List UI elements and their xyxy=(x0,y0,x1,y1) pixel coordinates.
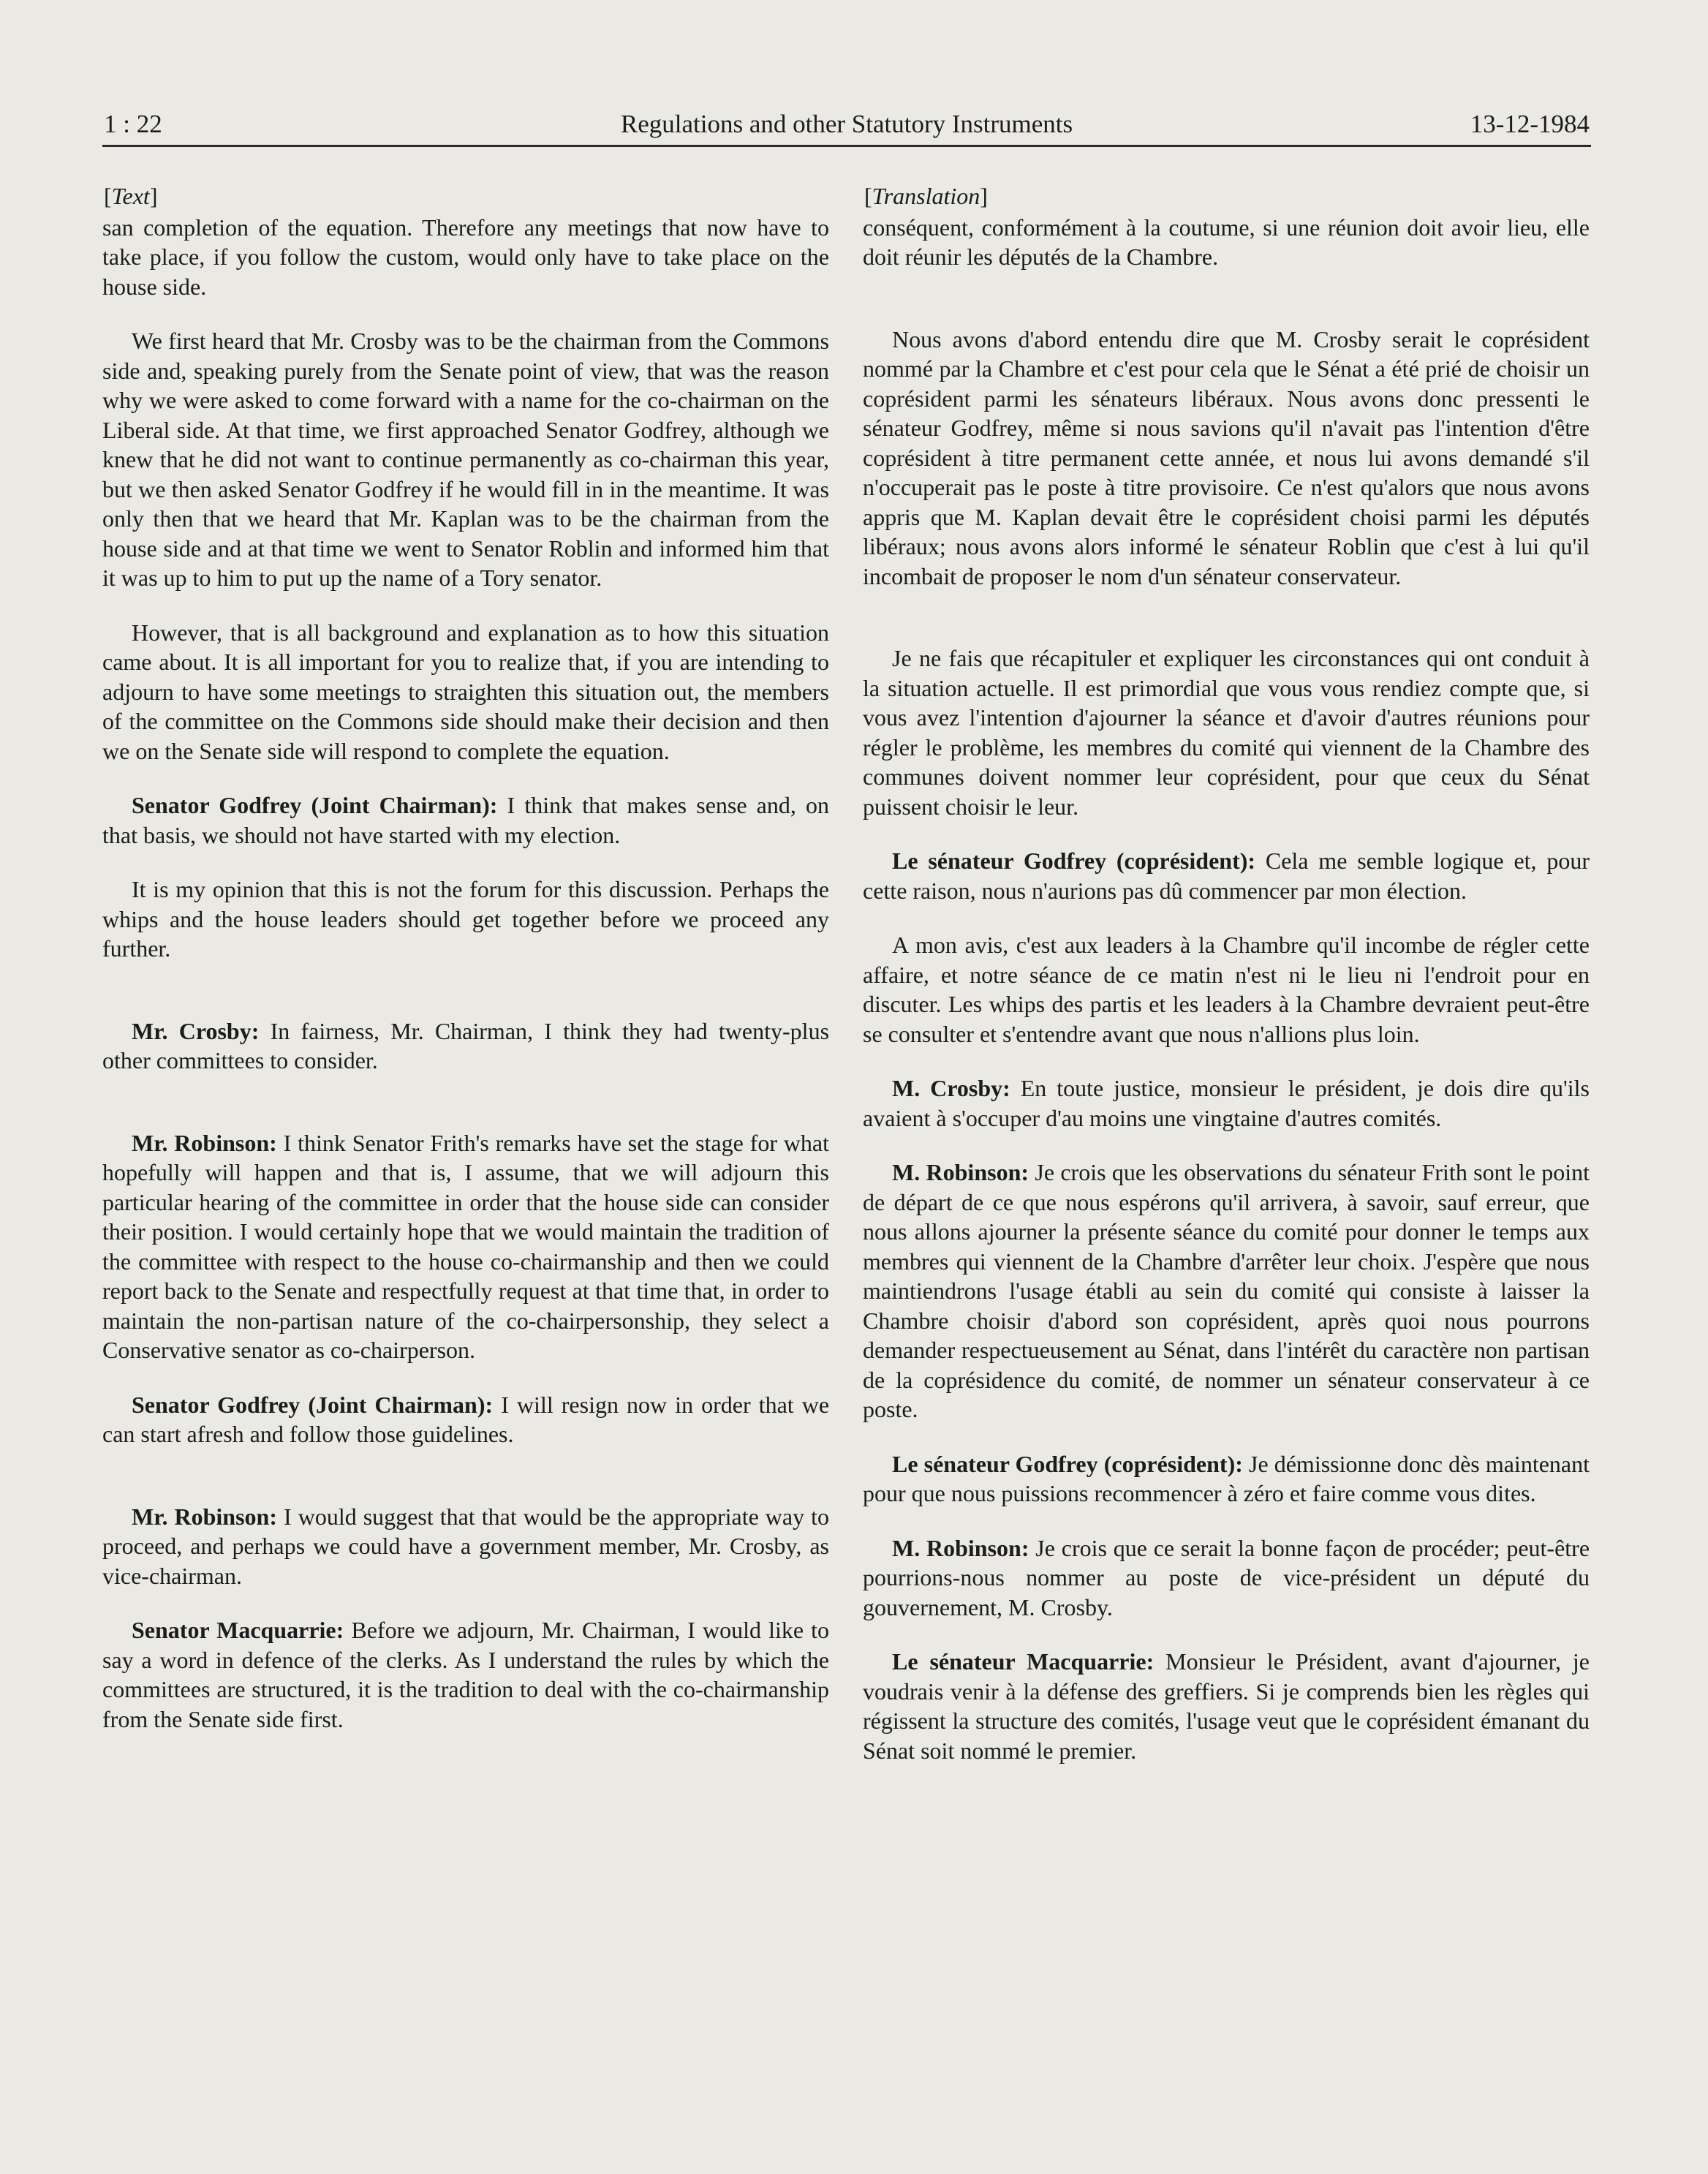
speaker-name: Mr. Crosby: xyxy=(132,1017,260,1044)
paragraph: Senator Macquarrie: Before we adjourn, Mr. Chairman, I would like to say a word in defence of the clerks. As I understand the rules by which the committees are structured, it is the tradition to deal with the co-chairmanship from the Senate side first. xyxy=(102,1617,830,1732)
paragraph: It is my opinion that this is not the forum for this discussion. Perhaps the whips and the house leaders should get together before we proceed any further. xyxy=(102,876,829,962)
paragraph: Nous avons d'abord entendu dire que M. Crosby serait le coprésident nommé par la Chambre et c'est pour cela que le Sénat a été prié de choisir un coprésident parmi les sénateurs libéraux. Nous avons donc pressenti le sénateur Godfrey, même si nous savions qu'il n'avait pas l'intention d'être coprésident à titre permanent cette année, et nous lui avons demandé s'il n'occuperait pas le poste à titre provisoire. Ce n'est qu'alors que nous avons appris que M. Kaplan devait être le coprésident choisi parmi les députés libéraux; nous avons alors informé le sénateur Roblin que c'est à lui qu'il incombait de proposer le nom d'un sénateur conservateur. xyxy=(863,325,1590,589)
speaker-name: M. Robinson: xyxy=(892,1159,1029,1185)
speaker-name: M. Robinson: xyxy=(892,1534,1029,1561)
column-label: [Text] xyxy=(104,183,158,209)
speaker-name: Le sénateur Godfrey (coprésident): xyxy=(892,1450,1243,1477)
paragraph: Mr. Robinson: I would suggest that that would be the appropriate way to proceed, and perhaps we could have a government member, Mr. Crosby, as vice-chairman. xyxy=(102,1503,830,1589)
paragraph: san completion of the equation. Therefore any meetings that now have to take place, if you follow the custom, would only have to take place on the house side. xyxy=(102,214,829,300)
column-label: [Translation] xyxy=(864,183,988,209)
speaker-name: Senator Macquarrie: xyxy=(132,1617,344,1643)
speaker-name: Mr. Robinson: xyxy=(132,1129,277,1156)
english-column xyxy=(102,181,829,1734)
speaker-name: Le sénateur Macquarrie: xyxy=(892,1648,1155,1675)
speaker-name: Mr. Robinson: xyxy=(132,1503,277,1530)
running-header xyxy=(102,107,1591,147)
speaker-name: Le sénateur Godfrey (coprésident): xyxy=(892,848,1256,874)
paragraph: Le sénateur Godfrey (coprésident): Je démissionne donc dès maintenant pour que nous puissions recommencer à zéro et faire comme vous dites. xyxy=(863,1450,1590,1506)
paragraph: A mon avis, c'est aux leaders à la Chambre qu'il incombe de régler cette affaire, et notre séance de ce matin n'est ni le lieu ni l'endroit pour en discuter. Les whips des partis et les leaders à la Chambre devraient peut-être se consulter et s'entendre avant que nous n'allions plus loin. xyxy=(863,932,1590,1047)
paragraph: Je ne fais que récapituler et expliquer les circonstances qui ont conduit à la situation actuelle. Il est primordial que vous vous rendiez compte que, si vous avez l'intention d'ajourner la séance et d'avoir d'autres réunions pour régler le problème, les membres du comité qui viennent de la Chambre des communes doivent nommer leur coprésident, pour que ceux du Sénat puissent choisir le leur. xyxy=(863,645,1590,820)
paragraph: We first heard that Mr. Crosby was to be the chairman from the Commons side and, speaking purely from the Senate point of view, that was the reason why we were asked to come forward with a name for the co-chairman on the Liberal side. At that time, we first approached Senator Godfrey, although we knew that he did not want to continue permanently as co-chairman this year, but we then asked Senator Godfrey if he would fill in in the meantime. It was only then that we heard that Mr. Kaplan was to be the chairman from the house side and at that time we went to Senator Roblin and informed him that it was up to him to put up the name of a Tory senator. xyxy=(102,328,829,591)
speaker-name: Senator Godfrey (Joint Chairman): xyxy=(132,792,498,818)
french-column xyxy=(863,181,1590,1765)
speaker-name: M. Crosby: xyxy=(892,1075,1010,1101)
header-date: 13-12-1984 xyxy=(1470,110,1590,138)
paragraph: However, that is all background and explanation as to how this situation came about. It is all important for you to realize that, if you are intending to adjourn to have some meetings to straighten this situation out, the members of the committee on the Commons side should make their decision and then we on the Senate side will respond to complete the equation. xyxy=(102,619,829,764)
paragraph: Mr. Crosby: In fairness, Mr. Chairman, I think they had twenty-plus other committees to consider. xyxy=(102,1017,830,1073)
paragraph: Le sénateur Godfrey (coprésident): Cela me semble logique et, pour cette raison, nous n'aurions pas dû commencer par mon élection. xyxy=(863,848,1590,904)
page-reference: 1 : 22 xyxy=(104,110,162,138)
paragraph: M. Robinson: Je crois que les observations du sénateur Frith sont le point de départ de ce que nous espérons qu'il arrivera, à savoir, sauf erreur, que nous allons ajourner la présente séance du comité pour donner le temps aux membres qui viennent de la Chambre d'arrêter leur choix. J'espère que nous maintiendrons l'usage établi au sein du comité qui consiste à laisser la Chambre choisir d'abord son coprésident, après quoi nous pourrons demander respectueusement au Sénat, dans l'intérêt du caractère non partisan de la coprésidence du comité, de nommer un sénateur conservateur à ce poste. xyxy=(863,1159,1590,1422)
paragraph: Senator Godfrey (Joint Chairman): I think that makes sense and, on that basis, we should not have started with my election. xyxy=(102,792,830,848)
paragraph: conséquent, conformément à la coutume, si une réunion doit avoir lieu, elle doit réunir les députés de la Chambre. xyxy=(863,214,1590,270)
paragraph: M. Robinson: Je crois que ce serait la bonne façon de procéder; peut-être pourrions-nous nommer au poste de vice-président un député du gouvernement, M. Crosby. xyxy=(863,1534,1590,1620)
paragraph: M. Crosby: En toute justice, monsieur le président, je dois dire qu'ils avaient à s'occuper d'au moins une vingtaine d'autres comités. xyxy=(863,1075,1590,1131)
paragraph: Senator Godfrey (Joint Chairman): I will resign now in order that we can start afresh and follow those guidelines. xyxy=(102,1391,830,1447)
paragraph: Mr. Robinson: I think Senator Frith's remarks have set the stage for what hopefully will happen and that is, I assume, that we will adjourn this particular hearing of the committee in order that the house side can consider their position. I would certainly hope that we would maintain the tradition of the committee with respect to the house co-chairmanship and then we could report back to the Senate and respectfully request at that time that, in order to maintain the non-partisan nature of the co-chairpersonship, they select a Conservative senator as co-chairperson. xyxy=(102,1129,830,1363)
paragraph: Le sénateur Macquarrie: Monsieur le Président, avant d'ajourner, je voudrais venir à la défense des greffiers. Si je comprends bien les règles qui régissent la structure des comités, l'usage veut que le coprésident émanant du Sénat soit nommé le premier. xyxy=(863,1648,1590,1764)
publication-title: Regulations and other Statutory Instruments xyxy=(620,110,1073,138)
speaker-name: Senator Godfrey (Joint Chairman): xyxy=(132,1391,494,1418)
